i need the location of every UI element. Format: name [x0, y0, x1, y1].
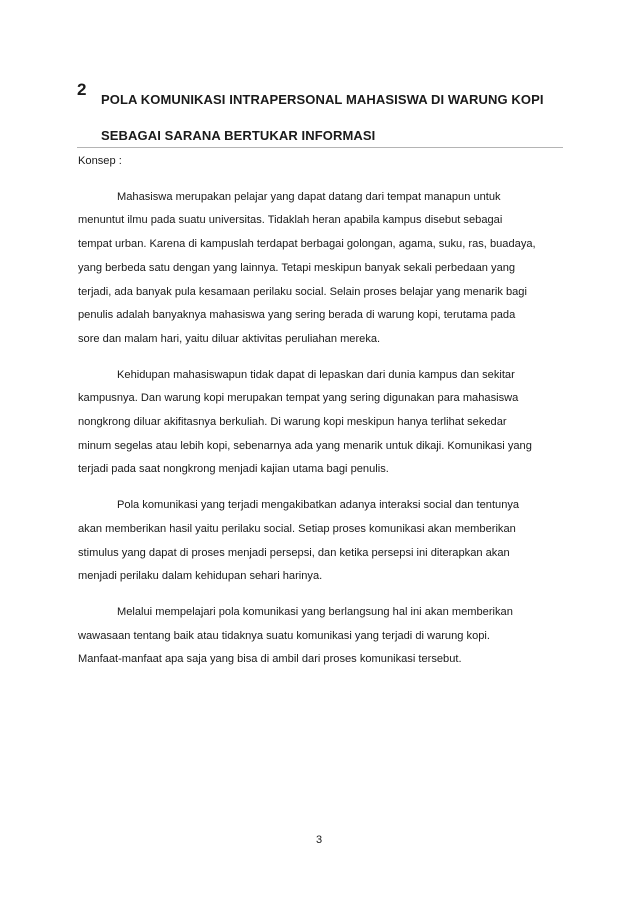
page-number: 3 — [315, 834, 323, 846]
paragraph-line: tempat urban. Karena di kampuslah terdapat berbagai golongan, agama, suku, ras, buadaya, — [78, 238, 536, 251]
paragraph-line: kampusnya. Dan warung kopi merupakan tempat yang sering digunakan para mahasiswa — [78, 392, 519, 405]
section-title — [101, 82, 571, 154]
paragraph — [78, 186, 566, 352]
paragraph-line: sore dan malam hari, yaitu diluar aktivitas peruliahan mereka. — [78, 332, 381, 345]
section-title-line: POLA KOMUNIKASI INTRAPERSONAL MAHASISWA DI WARUNG KOPI — [101, 92, 544, 107]
paragraph-line: akan memberikan hasil yaitu perilaku social. Setiap proses komunikasi akan memberikan — [78, 522, 516, 535]
paragraph-line: minum segelas atau lebih kopi, sebenarnya ada yang menarik untuk dikaji. Komunikasi yang — [78, 439, 532, 452]
body-text — [78, 150, 566, 684]
paragraph — [78, 601, 566, 672]
paragraph-line: terjadi, ada banyak pula kesamaan perilaku social. Selain proses belajar yang menarik bagi — [78, 285, 527, 298]
paragraph-line: stimulus yang dapat di proses menjadi persepsi, dan ketika persepsi ini diterapkan akan — [78, 546, 510, 559]
section-title-line: SEBAGAI SARANA BERTUKAR INFORMASI — [101, 128, 376, 143]
section-number: 2 — [77, 80, 87, 99]
paragraph — [78, 364, 566, 483]
paragraph-line: terjadi pada saat nongkrong menjadi kajian utama bagi penulis. — [78, 463, 389, 476]
paragraph-line: Kehidupan mahasiswapun tidak dapat di lepaskan dari dunia kampus dan sekitar — [117, 368, 515, 381]
paragraph-line: Pola komunikasi yang terjadi mengakibatkan adanya interaksi social dan tentunya — [117, 499, 520, 512]
heading-divider — [77, 147, 563, 148]
paragraph-line: wawasaan tentang baik atau tidaknya suatu komunikasi yang terjadi di warung kopi. — [78, 629, 490, 642]
paragraph-line: Manfaat-manfaat apa saja yang bisa di ambil dari proses komunikasi tersebut. — [78, 653, 462, 666]
paragraph — [78, 494, 566, 589]
paragraph-line: yang berbeda satu dengan yang lainnya. Tetapi meskipun banyak sekali perbedaan yang — [78, 261, 516, 274]
paragraph-line: Melalui mempelajari pola komunikasi yang berlangsung hal ini akan memberikan — [117, 605, 513, 618]
paragraph-line: menuntut ilmu pada suatu universitas. Tidaklah heran apabila kampus disebut sebagai — [78, 214, 503, 227]
paragraph-line: penulis adalah banyaknya mahasiswa yang sering berada di warung kopi, terutama pada — [78, 309, 516, 322]
paragraph-line: nongkrong diluar akifitasnya berkuliah. Di warung kopi meskipun hanya terlihat sekedar — [78, 416, 507, 429]
concept-label: Konsep : — [78, 155, 122, 167]
paragraph-line: menjadi perilaku dalam kehidupan sehari harinya. — [78, 570, 323, 583]
paragraph-line: Mahasiswa merupakan pelajar yang dapat datang dari tempat manapun untuk — [117, 190, 501, 203]
